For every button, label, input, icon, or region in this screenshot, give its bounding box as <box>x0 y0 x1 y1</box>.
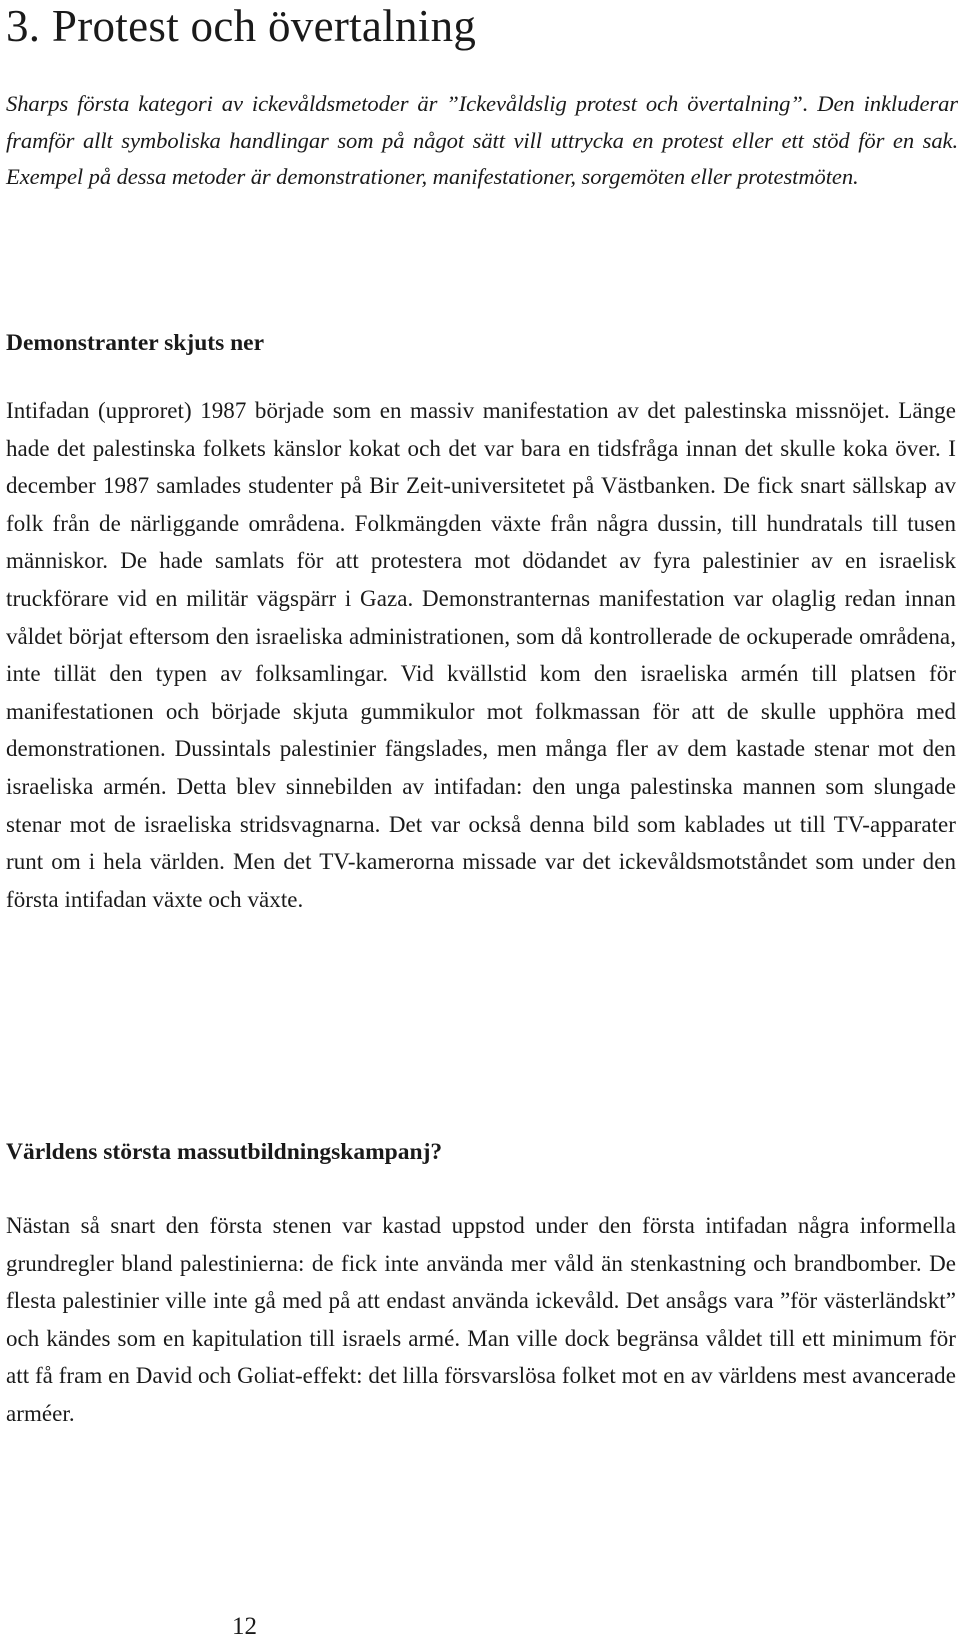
chapter-title: 3. Protest och övertalning <box>6 1 477 51</box>
section-heading-demonstranter: Demonstranter skjuts ner <box>6 330 265 356</box>
section-heading-massutbildning: Världens största massutbildningskampanj? <box>6 1139 443 1165</box>
page-number: 12 <box>232 1613 257 1640</box>
intro-paragraph: Sharps första kategori av ickevåldsmetoder är ”Ickevåldslig protest och övertalning”. Den inkluderar framför allt symboliska handlingar som på något sätt vill uttrycka en protest eller ett stöd för en sak. Exempel på dessa metoder är demonstrationer, manifestationer, sorgemöten eller protestmöten. <box>6 91 958 189</box>
section-paragraph-demonstranter: Intifadan (upproret) 1987 började som en massiv manifestation av det palestinska missnöjet. Länge hade det palestinska folkets känslor kokat och det var bara en tidsfråga innan det skulle koka över. I december 1987 samlades studenter på Bir Zeit-universitetet på Västbanken. De fick snart sällskap av folk från de närliggande områdena. Folkmängden växte från några dussin, till hundratals till tusen människor. De hade samlats för att protestera mot dödandet av fyra palestinier av en israelisk truckförare vid en militär vägspärr i Gaza. Demonstranternas manifestation var olaglig redan innan våldet börjat eftersom den israeliska administrationen, som då kontrollerade de ockuperade områdena, inte tillät den typen av folksamlingar. Vid kvällstid kom den israeliska armén till platsen för manifestationen och började skjuta gummikulor mot folkmassan för att de skulle upphöra med demonstrationen. Dussintals palestinier fängslades, men många fler av dem kastade stenar mot den israeliska armén. Detta blev sinnebilden av intifadan: den unga palestinska mannen som slungade stenar mot de israeliska stridsvagnarna. Det var också denna bild som kablades ut till TV-apparater runt om i hela världen. Men det TV-kamerorna missade var det ickevåldsmotståndet som under den första intifadan växte och växte. <box>6 398 956 912</box>
section-paragraph-massutbildning: Nästan så snart den första stenen var kastad uppstod under den första intifadan några informella grundregler bland palestinierna: de fick inte använda mer våld än stenkastning och brandbomber. De flesta palestinier ville inte gå med på att endast använda ickevåld. Det ansågs vara ”för västerländskt” och kändes som en kapitulation till israels armé. Man ville dock begränsa våldet till ett minimum för att få fram en David och Goliat-effekt: det lilla försvarslösa folket mot en av världens mest avancerade arméer. <box>6 1213 956 1426</box>
